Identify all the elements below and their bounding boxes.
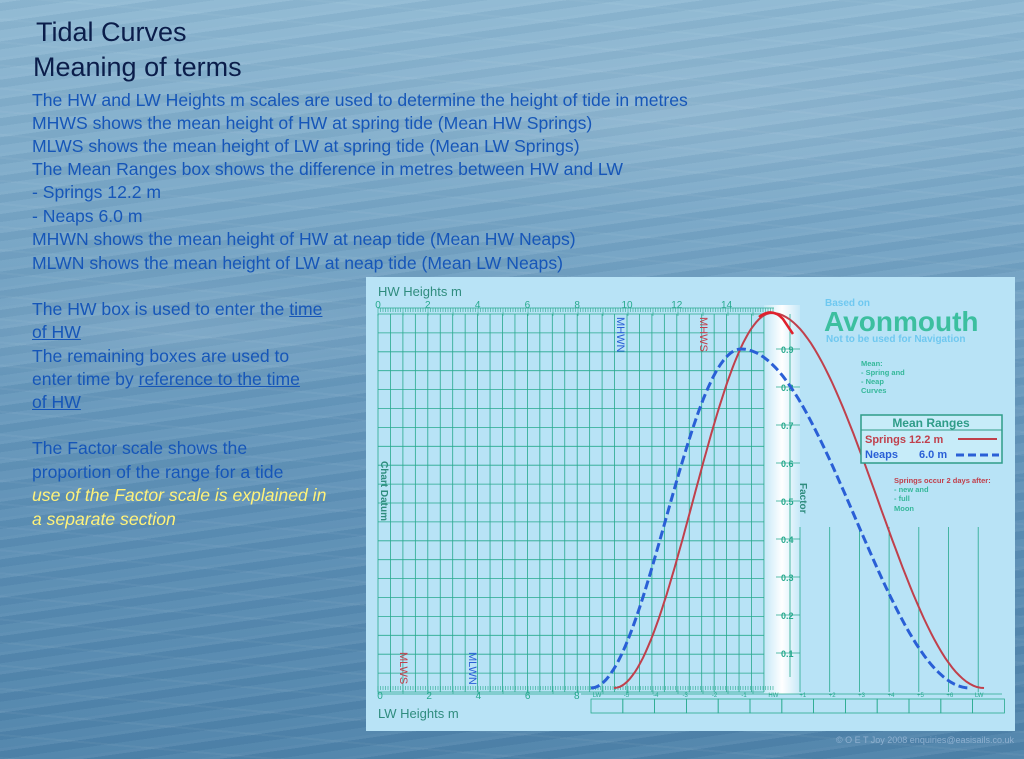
term-line-mhws: MHWS shows the mean height of HW at spring tide (Mean HW Springs) [32, 113, 593, 133]
time-of-hw-link-2[interactable]: of HW [32, 322, 81, 342]
based-on-label: Based on [825, 298, 871, 309]
mlws-label: MLWS [397, 652, 409, 685]
time-label: +6 [946, 693, 954, 699]
mean-ranges-title: Mean Ranges [892, 416, 970, 430]
not-navigation-label: Not to be used for Navigation [826, 334, 966, 345]
lw-heights-label: LW Heights m [378, 706, 459, 721]
time-label: -2 [711, 693, 718, 699]
hw-box-line-5 [32, 392, 81, 412]
time-label: -4 [653, 693, 659, 699]
factor-label: Factor [797, 483, 808, 514]
term-line-mhwn: MHWN shows the mean height of HW at neap tide (Mean HW Neaps) [32, 229, 576, 249]
hw-box-line-3: The remaining boxes are used to [32, 346, 290, 366]
lw-tick-label: 0 [377, 691, 383, 702]
time-label: -1 [741, 693, 747, 699]
neaps-range-value: 6.0 m [919, 449, 948, 461]
mean-note-line: Curves [861, 386, 887, 395]
time-label: +5 [916, 693, 924, 699]
tidal-curve-diagram [366, 277, 1015, 731]
hw-box-text-4: enter time by [32, 369, 139, 389]
time-entry-box[interactable] [909, 699, 941, 713]
time-label: LW [592, 693, 602, 699]
term-line-mean-ranges: The Mean Ranges box shows the difference in metres between HW and LW [32, 159, 623, 179]
reference-time-link-2[interactable]: of HW [32, 392, 81, 412]
hw-tick-label: 12 [671, 300, 683, 311]
factor-line-1: The Factor scale shows the [32, 438, 248, 458]
time-label: -3 [682, 693, 688, 699]
time-entry-box[interactable] [814, 699, 846, 713]
hw-box-line-2 [32, 322, 81, 342]
lw-tick-label: 6 [524, 691, 531, 702]
mlwn-label: MLWN [466, 652, 478, 685]
port-name: Avonmouth [824, 306, 979, 337]
factor-line-3: use of the Factor scale is explained in [32, 485, 327, 505]
lw-tick-label: 8 [574, 691, 580, 702]
time-label: -5 [623, 693, 630, 699]
tidal-curve-panel [366, 277, 1015, 731]
time-entry-box[interactable] [845, 699, 877, 713]
factor-tick-label: 0.1 [781, 649, 794, 659]
hw-tick-label: 4 [474, 300, 481, 311]
hw-box-line-1 [32, 299, 322, 319]
hw-tick-label: 6 [524, 300, 531, 311]
time-entry-box[interactable] [973, 699, 1005, 713]
hw-tick-label: 14 [721, 300, 733, 311]
hw-box-line-4 [32, 369, 300, 389]
lw-tick-label: 4 [475, 691, 482, 702]
factor-tick-label: 0.3 [781, 573, 794, 583]
term-line-springs: - Springs 12.2 m [32, 182, 162, 202]
hw-tick-label: 0 [375, 300, 381, 311]
term-line-neaps: - Neaps 6.0 m [32, 206, 143, 226]
factor-tick-label: 0.2 [781, 611, 794, 621]
mean-note-line: - Spring and [861, 368, 905, 377]
time-entry-box[interactable] [877, 699, 909, 713]
time-label: +3 [858, 693, 866, 699]
subtitle: Meaning of terms [33, 52, 242, 82]
springs-note [894, 476, 991, 513]
factor-tick-label: 0.7 [781, 421, 794, 431]
factor-tick-label: 0.4 [781, 535, 794, 545]
springs-range-label: Springs 12.2 m [865, 434, 944, 446]
time-entry-box[interactable] [591, 699, 623, 713]
mean-note [861, 359, 905, 395]
title: Tidal Curves [36, 17, 187, 47]
lw-tick-label: 2 [426, 691, 432, 702]
hw-tick-label: 10 [621, 300, 633, 311]
mean-ranges-box [861, 415, 1002, 463]
reference-time-link[interactable]: reference to the time [138, 369, 300, 389]
time-entry-box[interactable] [750, 699, 782, 713]
time-label: HW [768, 693, 779, 699]
neaps-range-label: Neaps [865, 449, 899, 461]
factor-line-2: proportion of the range for a tide [32, 462, 284, 482]
springs-note-line: - full [894, 494, 910, 503]
time-entry-boxes[interactable] [591, 699, 1004, 713]
factor-line-4: a separate section [32, 509, 176, 529]
factor-tick-label: 0.5 [781, 497, 794, 507]
mhwn-label: MHWN [614, 317, 626, 353]
mhws-label: MHWS [697, 317, 709, 352]
copyright-footer: © O E T Joy 2008 enquiries@easisails.co.uk [835, 735, 1014, 745]
time-entry-box[interactable] [655, 699, 687, 713]
hw-box-text: The HW box is used to enter the [32, 299, 290, 319]
time-of-hw-link[interactable]: time [289, 299, 323, 319]
time-entry-box[interactable] [623, 699, 655, 713]
springs-note-line: Moon [894, 504, 914, 513]
hw-tick-label: 2 [425, 300, 431, 311]
mean-note-line: Mean: [861, 359, 883, 368]
term-line-mlws: MLWS shows the mean height of LW at spring tide (Mean LW Springs) [32, 136, 580, 156]
hw-heights-label: HW Heights m [378, 284, 462, 299]
hw-tick-label: 8 [574, 300, 580, 311]
time-entry-box[interactable] [686, 699, 718, 713]
springs-note-line: - new and [894, 485, 929, 494]
factor-tick-label: 0.8 [781, 383, 794, 393]
term-line-hw-lw-scales: The HW and LW Heights m scales are used to determine the height of tide in metres [32, 90, 688, 110]
time-entry-box[interactable] [718, 699, 750, 713]
time-label: +1 [799, 693, 807, 699]
term-line-mlwn: MLWN shows the mean height of LW at neap tide (Mean LW Neaps) [32, 253, 563, 273]
chart-datum-label: Chart Datum [378, 461, 389, 522]
time-entry-box[interactable] [782, 699, 814, 713]
time-label: +2 [828, 693, 836, 699]
mean-note-line: - Neap [861, 377, 884, 386]
time-label: +4 [887, 693, 895, 699]
factor-tick-label: 0.6 [781, 459, 794, 469]
time-entry-box[interactable] [941, 699, 973, 713]
springs-note-line: Springs occur 2 days after: [894, 476, 991, 485]
factor-tick-label: 0.9 [781, 345, 794, 355]
time-label: LW [974, 693, 984, 699]
